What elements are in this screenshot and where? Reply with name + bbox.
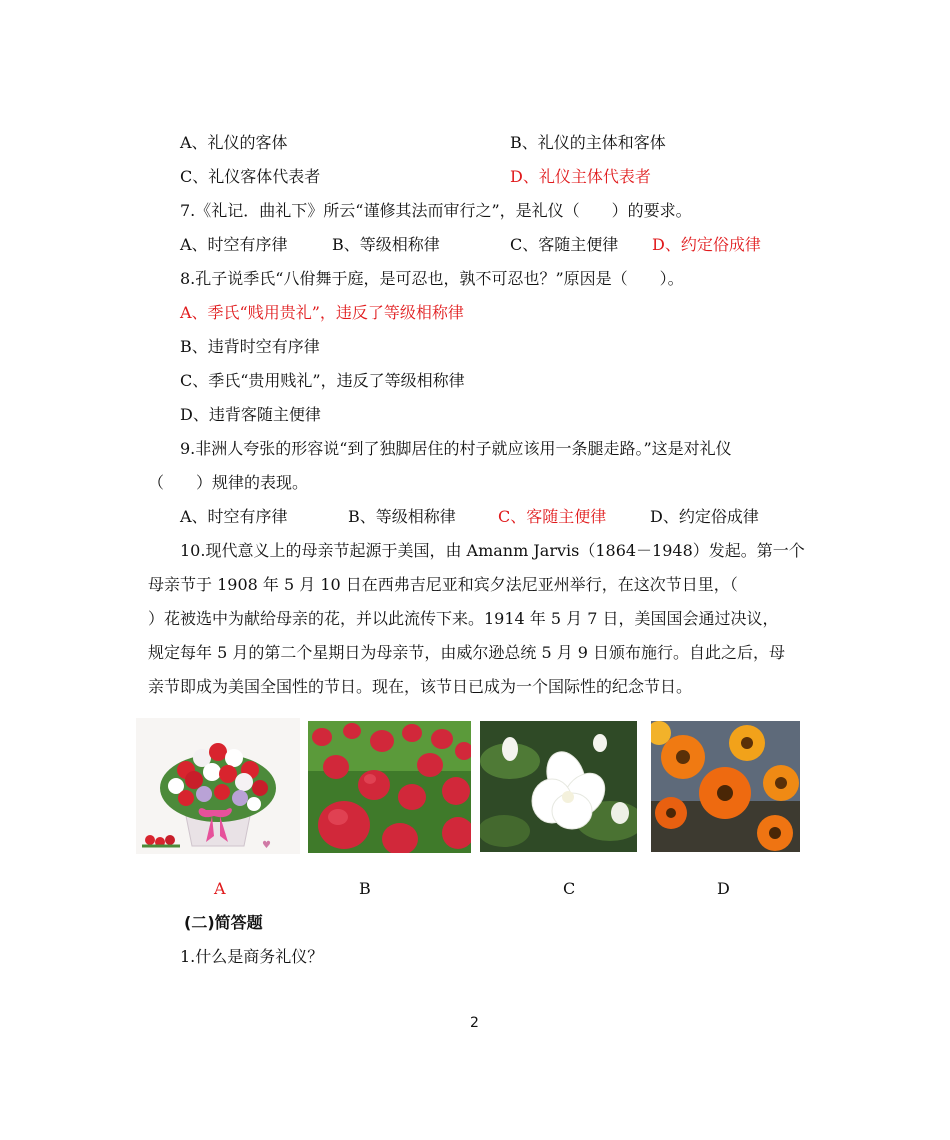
q8-question: 8.孔子说季氏“八佾舞于庭，是可忍也，孰不可忍也？”原因是（ ）。 (180, 269, 684, 288)
q10-line4: 规定每年 5 月的第二个星期日为母亲节，由威尔逊总统 5 月 9 日颁布施行。自此之后，母 (148, 643, 786, 662)
q8-option-b: B、违背时空有序律 (180, 337, 320, 356)
q7-question: 7.《礼记．曲礼下》所云“谨修其法而审行之”，是礼仪（ ）的要求。 (180, 201, 692, 220)
q8-option-c: C、季氏“贵用贱礼”，违反了等级相称律 (180, 371, 465, 390)
short-answer-q1: 1.什么是商务礼仪？ (180, 947, 324, 966)
q10-line3: ）花被选中为献给母亲的花，并以此流传下来。1914 年 5 月 7 日，美国国会通过决议， (148, 609, 779, 628)
q10-line5: 亲节即成为美国全国性的节日。现在，该节日已成为一个国际性的纪念节日。 (148, 677, 693, 696)
q9-question-line2: （ ）规律的表现。 (148, 473, 309, 492)
q7-option-d-answer: D、约定俗成律 (652, 235, 761, 254)
q9-question-line1: 9.非洲人夸张的形容说“到了独脚居住的村子就应该用一条腿走路。”这是对礼仪 (180, 439, 732, 458)
tulip-image (308, 721, 471, 853)
section-title-short-answer: (二)简答题 (184, 913, 263, 932)
page-number: 2 (470, 1015, 479, 1031)
carnation-basket-image (136, 718, 300, 854)
image-caption-c: C (563, 879, 576, 898)
q7-option-c: C、客随主便律 (510, 235, 619, 254)
q6-option-d-answer: D、礼仪主体代表者 (510, 167, 651, 186)
q9-option-a: A、时空有序律 (180, 507, 288, 526)
q6-option-b: B、礼仪的主体和客体 (510, 133, 666, 152)
image-caption-b: B (359, 879, 371, 898)
q7-option-a: A、时空有序律 (180, 235, 288, 254)
q10-line1: 10.现代意义上的母亲节起源于美国，由 Amanm Jarvis（1864－1948）发起。第一个 (180, 541, 805, 560)
q9-option-c-answer: C、客随主便律 (498, 507, 607, 526)
q9-option-b: B、等级相称律 (348, 507, 456, 526)
image-caption-a-answer: A (214, 879, 226, 898)
jasmine-image (480, 721, 637, 852)
image-caption-d: D (717, 879, 730, 898)
svg-text:♥: ♥ (262, 840, 271, 851)
q9-option-d: D、约定俗成律 (650, 507, 759, 526)
q6-option-c: C、礼仪客体代表者 (180, 167, 321, 186)
q8-option-a-answer: A、季氏“贱用贵礼”，违反了等级相称律 (180, 303, 464, 322)
q8-option-d: D、违背客随主便律 (180, 405, 321, 424)
q7-option-b: B、等级相称律 (332, 235, 440, 254)
q10-line2: 母亲节于 1908 年 5 月 10 日在西弗吉尼亚和宾夕法尼亚州举行，在这次节日里，（ (148, 575, 738, 594)
q6-option-a: A、礼仪的客体 (180, 133, 288, 152)
gerbera-image (651, 721, 800, 852)
